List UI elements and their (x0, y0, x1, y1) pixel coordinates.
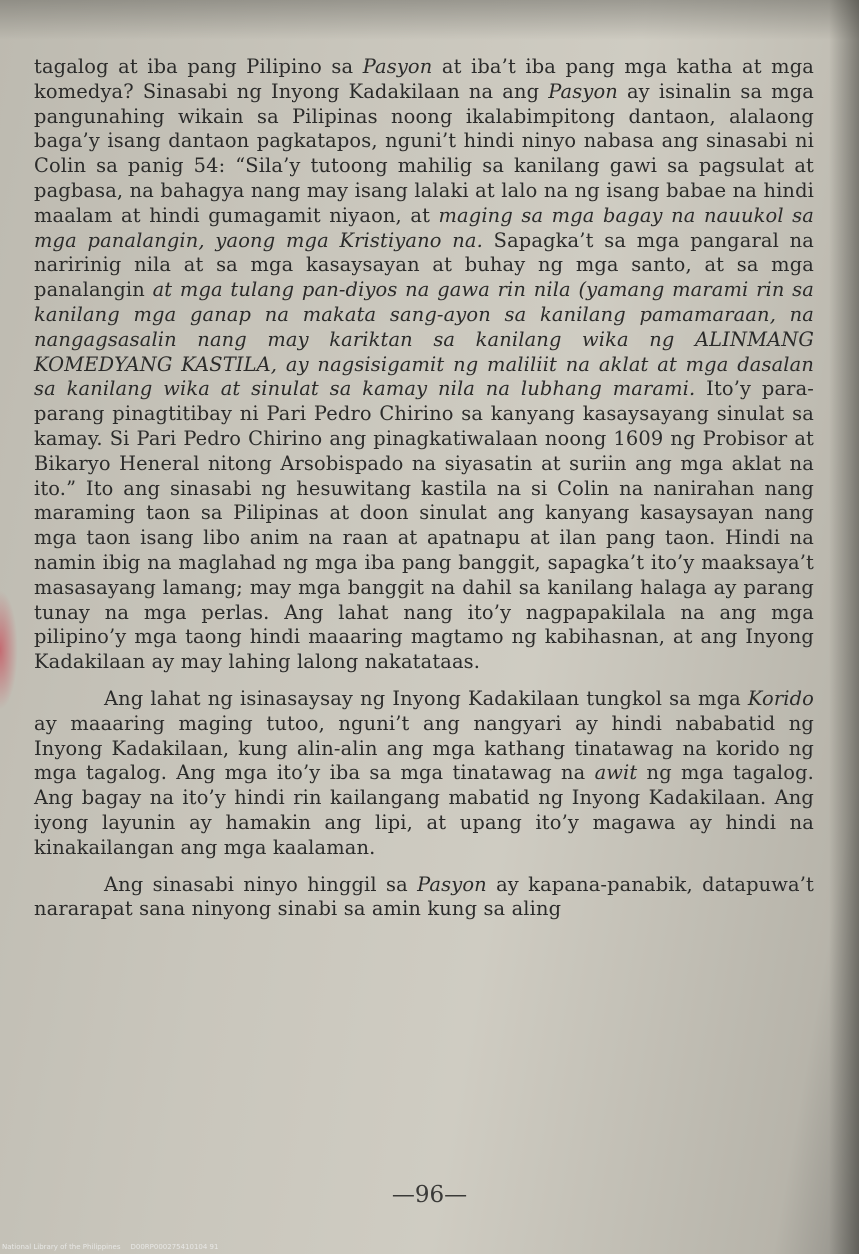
text-run: Ang sinasabi ninyo hinggil sa (104, 872, 418, 896)
paragraph-2 (34, 687, 814, 861)
text-run: ay maaaring maging tutoo, nguni’t ang nangyari ay hindi nababatid ng Inyong Kadakilaan, kung alin-alin ang mga kathang tinatawag na korido ng mga tagalog. Ang mga ito’y iba sa mga tinatawag na (34, 711, 814, 785)
italic-run: maging sa mga bagay na nauukol sa mga panalangin, yaong mga Kristiyano na. (34, 203, 814, 252)
text-run: Ito’y para-parang pinagtitibay ni Pari Pedro Chirino sa kanyang kasaysayang sinulat sa kamay. Si Pari Pedro Chirino ang pinagkatiwalaan noong 1609 ng Probisor at Bikaryo Heneral nitong Arsobispado na siyasatin at suriin ang mga aklat na ito.” Ito ang sinasabi ng hesuwitang kastila na si Colin na nanirahan nang maraming taon sa Pilipinas at doon sinulat ang kanyang kasaysayan nang mga taon isang libo anim na raan at apatnapu at ilan pang taon. Hindi na namin ibig na maglahad ng mga iba pang banggit, sapagka’t ito’y maaksaya’t masasayang lamang; may mga banggit na dahil sa kanilang halaga ay parang tunay na mga perlas. Ang lahat nang ito’y nagpapakilala na ang mga pilipino’y mga taong hindi maaaring magtamo ng kabihasnan, at ang Inyong Kadakilaan ay may lahing lalong nakatataas. (34, 377, 815, 674)
italic-run: Pasyon (548, 79, 618, 103)
text-run: ay kapana-panabik, datapuwa’t nararapat sana ninyong sinabi sa amin kung sa aling (34, 872, 814, 921)
edge-tab-mark (0, 590, 18, 710)
italic-run: Pasyon (362, 55, 433, 78)
text-run: ng mga tagalog. Ang bagay na ito’y hindi rin kailangang mabatid ng Inyong Kadakilaan. Ang iyong layunin ay hamakin ang lipi, at upang ito’y magawa ay hindi na kinakailangan ang mga kaalaman. (34, 761, 814, 859)
page-number: —96— (391, 1182, 468, 1208)
text-run: Ang lahat ng isinasaysay ng Inyong Kadakilaan tungkol sa mga (104, 686, 748, 710)
italic-run: at mga tulang pan-diyos na gawa rin nila (yamang marami rin sa kanilang mga ganap na makata sang-ayon sa kanilang pamamaraan, na nangagsasalin nang may kariktan sa kanilang wika ng ALINMANG KOMEDYANG KASTILA, ay nagsisigamit ng maliliit na aklat at mga dasalan sa kanilang wika at sinulat sa kamay nila na lubhang marami. (34, 278, 814, 401)
italic-run: awit (594, 761, 638, 785)
binding-shadow (829, 0, 859, 1254)
text-run: ay isinalin sa mga pangunahing wikain sa Pilipinas noong ikalabimpitong dantaon, alalaong baga’y isang dantaon pagkatapos, nguni’t hindi ninyo nabasa ang sinasabi ni Colin sa panig 54: “Sila’y tutoong mahilig sa kanilang gawi sa pagsulat at pagbasa, na bahagya nang may isang lalaki at lalo na ng isang babae na hindi maalam at hindi gumagamit niyaon, at (34, 79, 814, 227)
italic-run: Korido (747, 686, 814, 710)
text-run: tagalog at iba pang Pilipino sa (34, 55, 363, 78)
italic-run: Pasyon (417, 872, 487, 896)
library-credit: National Library of the Philippines (2, 1243, 121, 1251)
text-run: Sapagka’t sa mga pangaral na naririnig nila at sa mga kasaysayan at buhay ng mga santo, at sa mga panalangin (34, 228, 814, 302)
body-text (34, 55, 814, 922)
top-shadow (0, 0, 859, 40)
paragraph-1 (34, 55, 814, 675)
scan-credit (2, 1243, 218, 1251)
text-run: at iba’t iba pang mga katha at mga komedya? Sinasabi ng Inyong Kadakilaan na ang (34, 55, 814, 103)
scan-code: D00RP000275410104 91 (130, 1243, 219, 1251)
paragraph-3 (34, 873, 814, 923)
